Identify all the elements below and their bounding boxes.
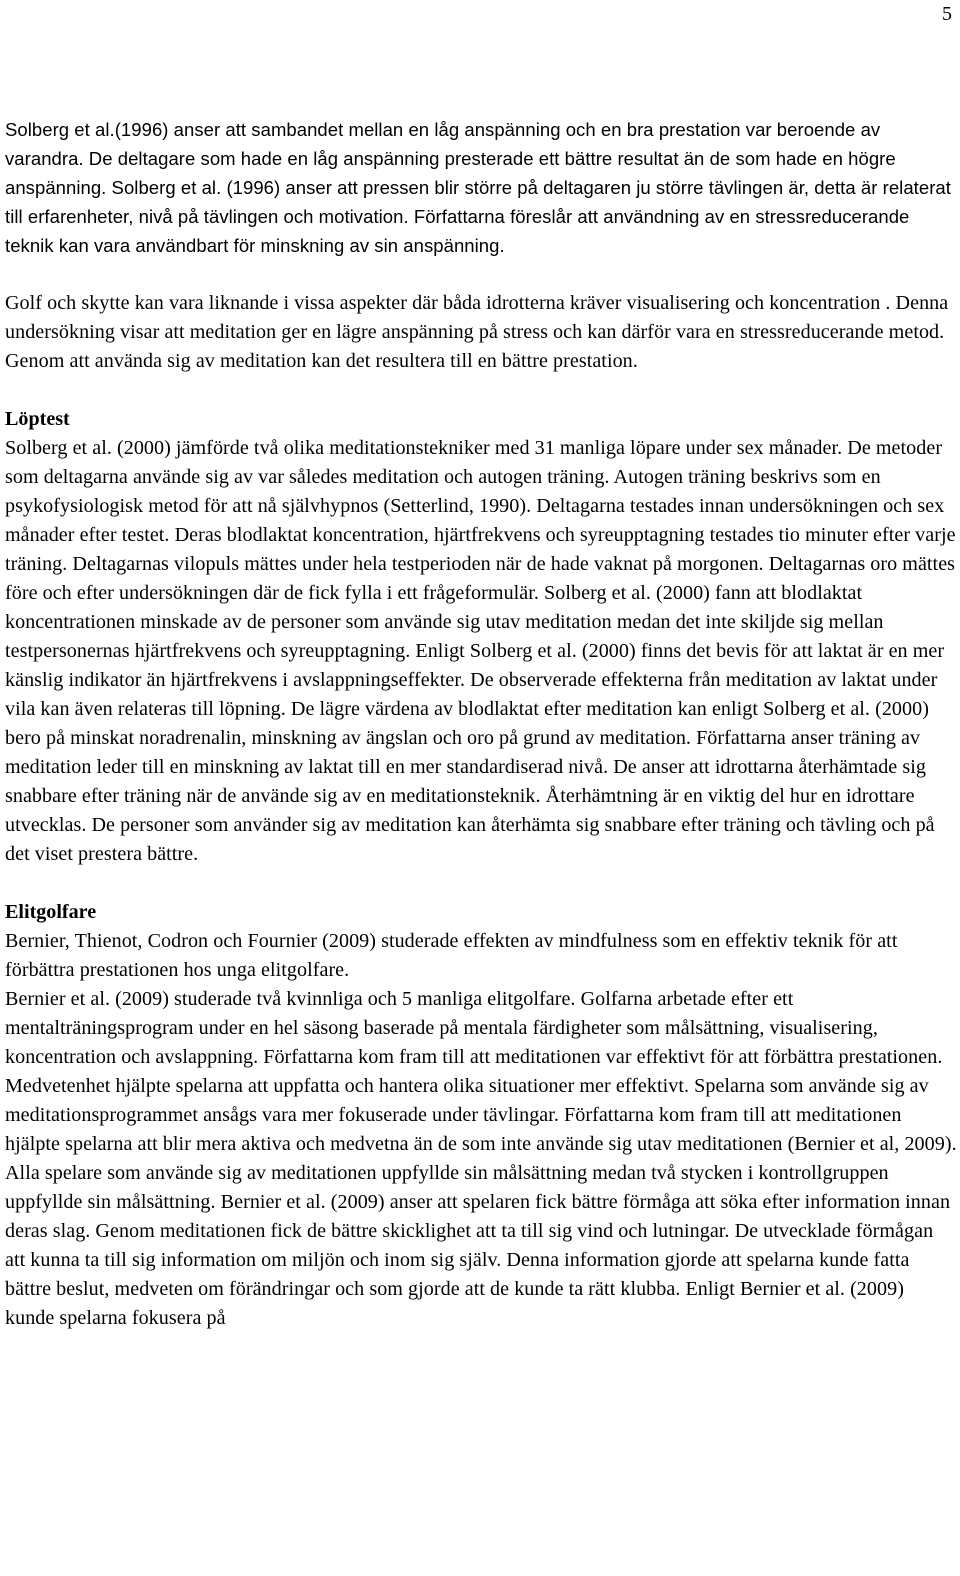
paragraph-gap: [5, 869, 957, 898]
section-body-elitgolfare: Bernier et al. (2009) studerade två kvinnliga och 5 manliga elitgolfare. Golfarna arbetade efter ett mentalträningsprogram under en hel säsong baserade på mentala färdigheter som målsättning, visualisering, koncentration och avslappning. Författarna kom fram till att meditationen var effektivt för att förbättra prestationen. Medvetenhet hjälpte spelarna att uppfatta och hantera olika situationer mer effektivt. Spelarna som använde sig av meditationsprogrammet ansågs vara mer fokuserade under tävlingar. Författarna kom fram till att meditationen hjälpte spelarna att blir mera aktiva och medvetna än de som inte använde sig utav meditationen (Bernier et al, 2009). Alla spelare som använde sig av meditationen uppfyllde sin målsättning medan två stycken i kontrollgruppen uppfyllde sin målsättning. Bernier et al. (2009) anser att spelaren fick bättre förmåga att söka efter information innan deras slag. Genom meditationen fick de bättre skicklighet att ta till sig vind och lutningar. De utvecklade förmågan att kunna ta till sig information om miljön och inom sig själv. Denna information gjorde att spelarna kunde fatta bättre beslut, medveten om förändringar och som gjorde att de kunde ta rätt klubba. Enligt Bernier et al. (2009) kunde spelarna fokusera på: [5, 988, 957, 1329]
section-heading-loptest: Löptest: [5, 408, 70, 430]
page-number: 5: [942, 3, 952, 25]
paragraph-gap: [5, 260, 957, 289]
section-heading-elitgolfare: Elitgolfare: [5, 901, 97, 923]
paragraph-gap: [5, 376, 957, 405]
document-body: [5, 115, 957, 1333]
paragraph-golf-skytte: Golf och skytte kan vara liknande i vissa aspekter där båda idrotterna kräver visualisering och koncentration . Denna undersökning visar att meditation ger en lägre anspänning på stress och kan därför vara en stressreducerande metod. Genom att använda sig av meditation kan det resultera till en bättre prestation.: [5, 292, 949, 372]
section-body-loptest: Solberg et al. (2000) jämförde två olika meditationstekniker med 31 manliga löpare under sex månader. De metoder som deltagarna använde sig av var således meditation och autogen träning. Autogen träning beskrivs som en psykofysiologisk metod för att nå självhypnos (Setterlind, 1990). Deltagarna testades innan undersökningen och sex månader efter testet. Deras blodlaktat koncentration, hjärtfrekvens och syreupptagning testades tio minuter efter varje träning. Deltagarnas vilopuls mättes under hela testperioden när de hade vaknat på morgonen. Deltagarnas oro mättes före och efter undersökningen där de fick fylla i ett frågeformulär. Solberg et al. (2000) fann att blodlaktat koncentrationen minskade av de personer som använde sig utav meditation medan det inte skiljde sig mellan testpersonernas hjärtfrekvens och syreupptagning. Enligt Solberg et al. (2000) finns det bevis för att laktat är en mer känslig indikator än hjärtfrekvens i avslappningseffekter. De observerade effekterna från meditation av laktat under vila kan även relateras till löpning. De lägre värdena av blodlaktat efter meditation kan enligt Solberg et al. (2000) bero på minskat noradrenalin, minskning av ängslan och oro på grund av meditation. Författarna anser träning av meditation leder till en minskning av laktat till en mer standardiserad nivå. De anser att idrottarna återhämtade sig snabbare efter träning när de använde sig av en meditationsteknik. Återhämtning är en viktig del hur en idrottare utvecklas. De personer som använder sig av meditation kan återhämta sig snabbare efter träning och tävling och på det viset prestera bättre.: [5, 437, 956, 865]
section-body-elitgolfare-intro: Bernier, Thienot, Codron och Fournier (2009) studerade effekten av mindfulness som en effektiv teknik för att förbättra prestationen hos unga elitgolfare.: [5, 930, 898, 981]
paragraph-solberg-1996: Solberg et al.(1996) anser att sambandet mellan en låg anspänning och en bra prestation var beroende av varandra. De deltagare som hade en låg anspänning presterade ett bättre resultat än de som hade en högre anspänning. Solberg et al. (1996) anser att pressen blir större på deltagaren ju större tävlingen är, detta är relaterat till erfarenheter, nivå på tävlingen och motivation. Författarna föreslår att användning av en stressreducerande teknik kan vara användbart för minskning av sin anspänning.: [5, 119, 951, 256]
